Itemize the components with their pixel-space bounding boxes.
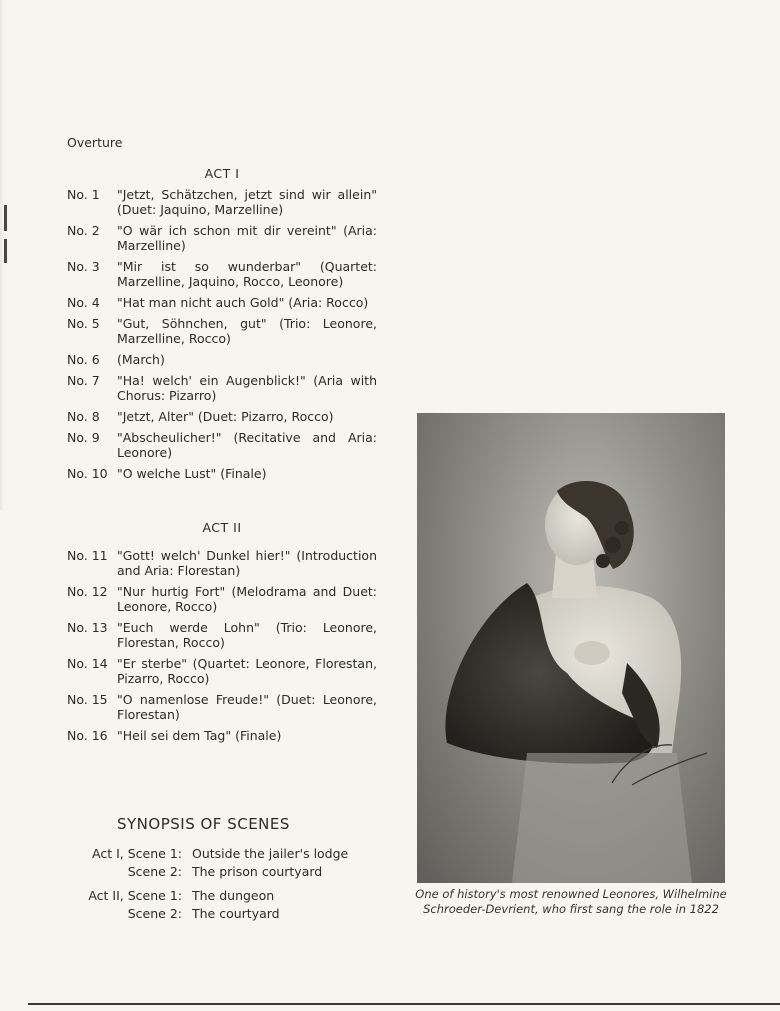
number-label: No. 15 xyxy=(67,692,108,707)
number-title: "O namenlose Freude!" (Duet: Leonore, Florestan) xyxy=(117,692,377,722)
number-entry xyxy=(67,548,377,578)
number-label: No. 11 xyxy=(67,548,108,563)
number-entry xyxy=(67,373,377,403)
number-entry xyxy=(67,728,377,743)
number-label: No. 9 xyxy=(67,430,100,445)
number-title: (March) xyxy=(117,352,165,367)
scene-row xyxy=(67,845,387,863)
number-label: No. 4 xyxy=(67,295,100,310)
number-title: "Er sterbe" (Quartet: Leonore, Florestan, Pizarro, Rocco) xyxy=(117,656,377,686)
scene-row xyxy=(67,863,387,881)
number-label: No. 6 xyxy=(67,352,100,367)
number-entry xyxy=(67,656,377,686)
portrait-caption: One of history's most renowned Leonores, Wilhelmine Schroeder-Devrient, who first sang the role in 1822 xyxy=(415,887,727,916)
number-title: "Hat man nicht auch Gold" (Aria: Rocco) xyxy=(117,295,369,310)
number-entry xyxy=(67,620,377,650)
number-entry xyxy=(67,692,377,722)
scene-location: The dungeon xyxy=(192,888,275,903)
scene-label: Act I, Scene 1: xyxy=(92,846,182,861)
number-label: No. 13 xyxy=(67,620,108,635)
number-title: "O welche Lust" (Finale) xyxy=(117,466,267,481)
number-title: "Euch werde Lohn" (Trio: Leonore, Florestan, Rocco) xyxy=(117,620,377,650)
portrait-image xyxy=(417,413,725,883)
number-label: No. 12 xyxy=(67,584,108,599)
number-title: "Nur hurtig Fort" (Melodrama and Duet: Leonore, Rocco) xyxy=(117,584,377,614)
synopsis-table xyxy=(67,845,387,923)
act-2-heading: ACT II xyxy=(202,520,242,535)
bottom-rule xyxy=(28,1003,780,1005)
number-label: No. 14 xyxy=(67,656,108,671)
number-label: No. 5 xyxy=(67,316,100,331)
number-title: "Jetzt, Schätzchen, jetzt sind wir allein" (Duet: Jaquino, Marzelline) xyxy=(117,187,377,217)
portrait-drawing xyxy=(417,413,725,883)
scene-label: Act II, Scene 1: xyxy=(88,888,182,903)
number-title: "Gott! welch' Dunkel hier!" (Introduction and Aria: Florestan) xyxy=(117,548,377,578)
number-entry xyxy=(67,466,377,481)
number-entry xyxy=(67,316,377,346)
number-entry xyxy=(67,584,377,614)
act-1-numbers xyxy=(67,187,377,487)
overture-label: Overture xyxy=(67,135,123,150)
scene-row xyxy=(67,887,387,905)
number-label: No. 3 xyxy=(67,259,100,274)
number-label: No. 7 xyxy=(67,373,100,388)
number-label: No. 8 xyxy=(67,409,100,424)
scene-row xyxy=(67,905,387,923)
synopsis-of-scenes xyxy=(67,815,387,929)
binding-marks xyxy=(4,205,10,265)
number-title: "Abscheulicher!" (Recitative and Aria: Leonore) xyxy=(117,430,377,460)
number-label: No. 1 xyxy=(67,187,100,202)
number-title: "Jetzt, Alter" (Duet: Pizarro, Rocco) xyxy=(117,409,334,424)
act-2-numbers xyxy=(67,548,377,749)
number-entry xyxy=(67,430,377,460)
synopsis-act-group xyxy=(67,887,387,923)
number-entry xyxy=(67,352,377,367)
scene-label: Scene 2: xyxy=(127,864,182,879)
act-1-heading: ACT I xyxy=(204,166,240,181)
scene-location: The prison courtyard xyxy=(192,864,323,879)
number-entry xyxy=(67,259,377,289)
number-title: "Heil sei dem Tag" (Finale) xyxy=(117,728,282,743)
scene-location: The courtyard xyxy=(192,906,280,921)
number-entry xyxy=(67,409,377,424)
scene-label: Scene 2: xyxy=(127,906,182,921)
number-entry xyxy=(67,223,377,253)
number-title: "Ha! welch' ein Augenblick!" (Aria with Chorus: Pizarro) xyxy=(117,373,377,403)
number-label: No. 16 xyxy=(67,728,108,743)
synopsis-heading: SYNOPSIS OF SCENES xyxy=(117,815,290,833)
number-entry xyxy=(67,187,377,217)
synopsis-act-group xyxy=(67,845,387,881)
number-entry xyxy=(67,295,377,310)
number-title: "Mir ist so wunderbar" (Quartet: Marzelline, Jaquino, Rocco, Leonore) xyxy=(117,259,377,289)
number-title: "O wär ich schon mit dir vereint" (Aria: Marzelline) xyxy=(117,223,377,253)
number-label: No. 10 xyxy=(67,466,108,481)
number-title: "Gut, Söhnchen, gut" (Trio: Leonore, Marzelline, Rocco) xyxy=(117,316,377,346)
number-label: No. 2 xyxy=(67,223,100,238)
scene-location: Outside the jailer's lodge xyxy=(192,846,349,861)
